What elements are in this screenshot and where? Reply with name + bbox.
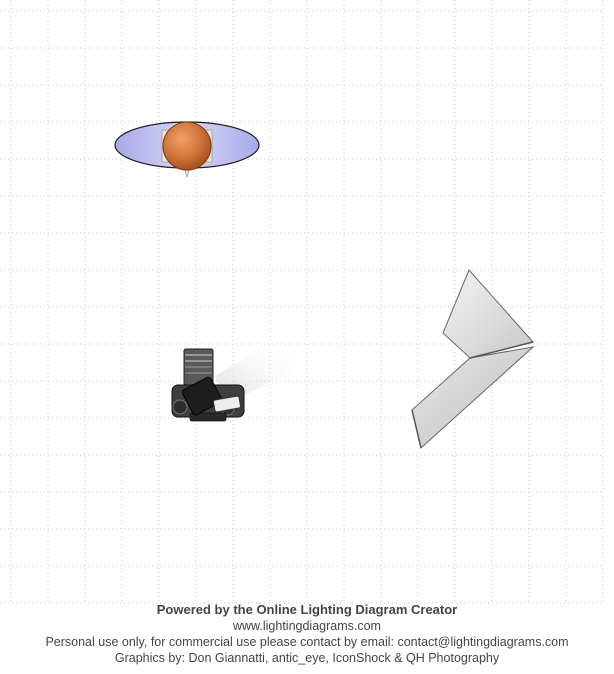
- credits-text: Graphics by: Don Giannatti, antic_eye, IconShock & QH Photography: [114, 651, 500, 665]
- license-text: Personal use only, for commercial use please contact by email: contact@lightingdiagrams.com: [45, 635, 569, 649]
- reflector-panel-lower: [412, 347, 533, 448]
- v-flat-reflector-icon[interactable]: [412, 270, 533, 448]
- subject-head: [163, 122, 211, 170]
- powered-by-text: Powered by the Online Lighting Diagram Creator: [156, 602, 458, 617]
- person-top-view-icon[interactable]: [115, 122, 259, 177]
- footer: [0, 602, 614, 666]
- website-link[interactable]: www.lightingdiagrams.com: [233, 619, 381, 633]
